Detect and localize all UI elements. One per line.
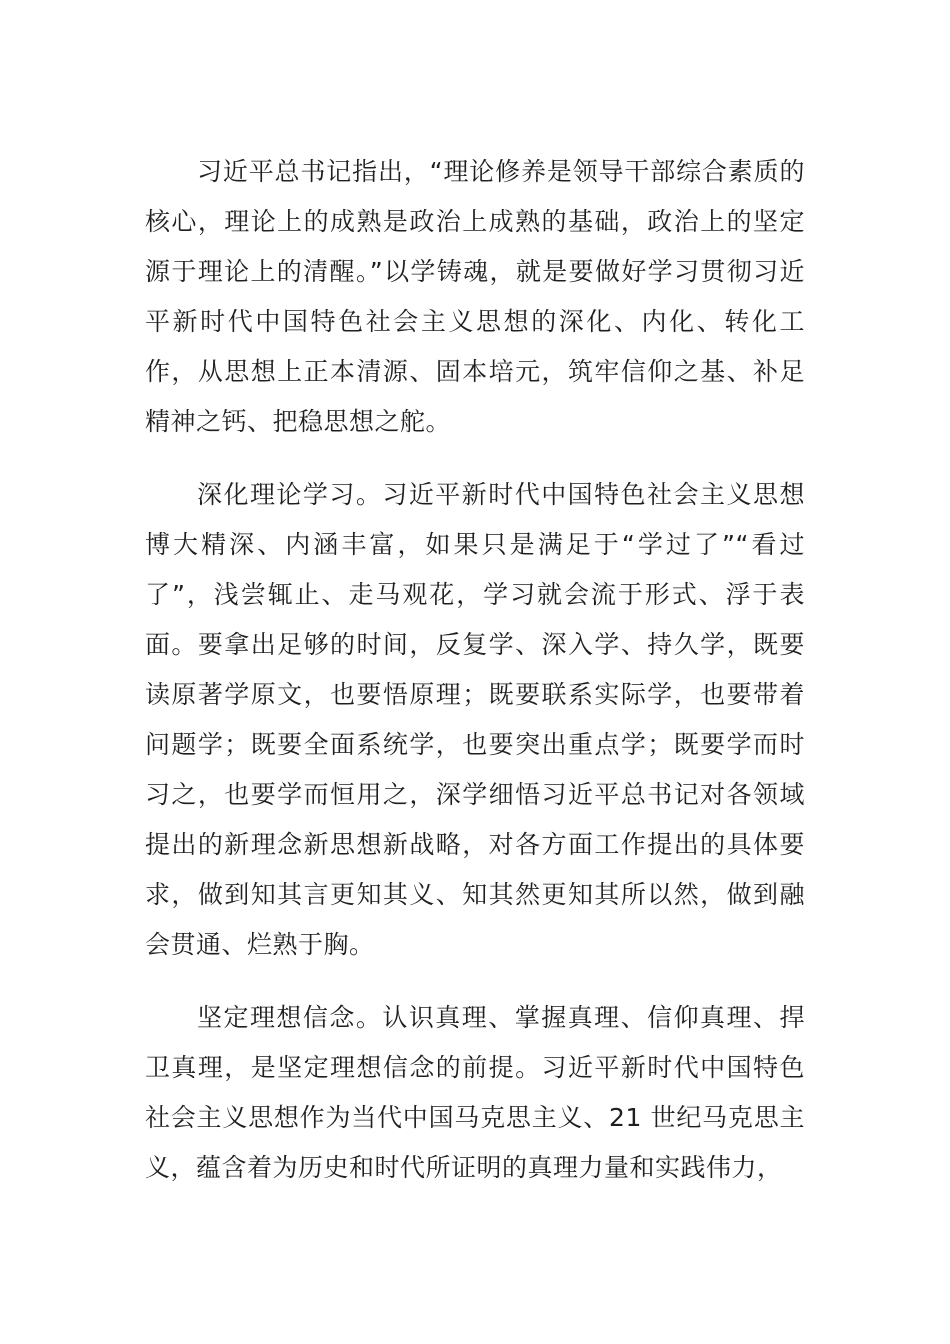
document-body: [145, 147, 805, 1193]
paragraph-deepen-theory-study: 深化理论学习。习近平新时代中国特色社会主义思想博大精深、内涵丰富，如果只是满足于“学过了”“看过了”，浅尝辄止、走马观花，学习就会流于形式、浮于表面。要拿出足够的时间，反复学、深入学、持久学，既要读原著学原文，也要悟原理；既要联系实际学，也要带着问题学；既要全面系统学，也要突出重点学；既要学而时习之，也要学而恒用之，深学细悟习近平总书记对各领域提出的新理念新思想新战略，对各方面工作提出的具体要求，做到知其言更知其义、知其然更知其所以然，做到融会贯通、烂熟于胸。: [145, 480, 805, 959]
paragraph-intro: 习近平总书记指出，“理论修养是领导干部综合素质的核心，理论上的成熟是政治上成熟的基础，政治上的坚定源于理论上的清醒。”以学铸魂，就是要做好学习贯彻习近平新时代中国特色社会主义思想的深化、内化、转化工作，从思想上正本清源、固本培元，筑牢信仰之基、补足精神之钙、把稳思想之舵。: [145, 157, 805, 436]
paragraph-firm-ideals-beliefs: 坚定理想信念。认识真理、掌握真理、信仰真理、捍卫真理，是坚定理想信念的前提。习近平新时代中国特色社会主义思想作为当代中国马克思主义、21 世纪马克思主义，蕴含着为历史和时代所证明的真理力量和实践伟力，: [145, 1003, 805, 1182]
